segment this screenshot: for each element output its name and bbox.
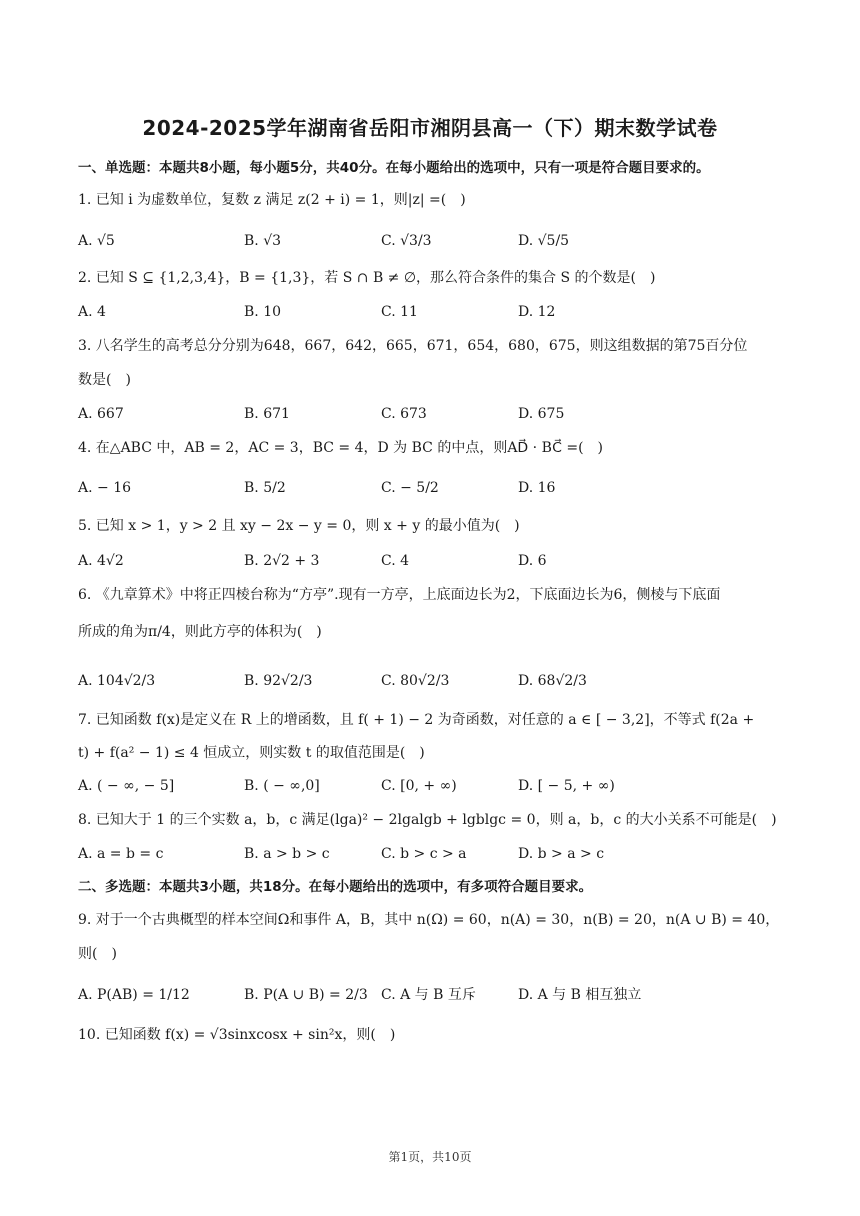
question-9-stem-line-1: 9. 对于一个古典概型的样本空间Ω和事件 A，B，其中 n(Ω) = 60，n(A) = 30，n(B) = 20，n(A ∪ B) = 40， <box>78 912 780 928</box>
question-6-option-a: A. 104√2/3 <box>78 673 156 689</box>
question-4-option-c: C. − 5/2 <box>381 480 439 496</box>
question-3-option-a: A. 667 <box>78 406 124 422</box>
question-9-stem-line-2: 则( ) <box>78 946 117 962</box>
question-8-option-a: A. a = b = c <box>78 846 164 862</box>
question-10-stem: 10. 已知函数 f(x) = √3sinxcosx + sin²x，则( ) <box>78 1027 396 1043</box>
question-5-option-a: A. 4√2 <box>78 553 124 569</box>
question-7-stem-line-1: 7. 已知函数 f(x)是定义在 R 上的增函数，且 f( + 1) − 2 为奇函数，对任意的 a ∈ [ − 3,2]，不等式 f(2a + <box>78 712 755 728</box>
question-3-stem-line-1: 3. 八名学生的高考总分分别为648，667，642，665，671，654，680，675，则这组数据的第75百分位 <box>78 338 748 354</box>
question-1-option-c: C. √3/3 <box>381 233 432 249</box>
question-5-stem: 5. 已知 x > 1，y > 2 且 xy − 2x − y = 0，则 x + y 的最小值为( ) <box>78 518 520 534</box>
question-3-option-b: B. 671 <box>244 406 290 422</box>
question-6-option-c: C. 80√2/3 <box>381 673 450 689</box>
question-3-option-c: C. 673 <box>381 406 427 422</box>
question-4-option-d: D. 16 <box>518 480 556 496</box>
question-3-stem-line-2: 数是( ) <box>78 372 131 388</box>
question-5-option-c: C. 4 <box>381 553 410 569</box>
question-6-option-b: B. 92√2/3 <box>244 673 313 689</box>
question-5-option-d: D. 6 <box>518 553 547 569</box>
question-2-option-b: B. 10 <box>244 304 282 320</box>
exam-title: 2024-2025学年湖南省岳阳市湘阴县高一（下）期末数学试卷 <box>142 116 718 140</box>
question-9-option-d: D. A 与 B 相互独立 <box>518 987 642 1003</box>
question-1-option-b: B. √3 <box>244 233 282 249</box>
question-6-option-d: D. 68√2/3 <box>518 673 587 689</box>
question-7-option-d: D. [ − 5, + ∞) <box>518 778 615 794</box>
question-8-option-c: C. b > c > a <box>381 846 467 862</box>
question-9-option-b: B. P(A ∪ B) = 2/3 <box>244 987 368 1003</box>
question-2-option-d: D. 12 <box>518 304 556 320</box>
page-footer: 第1页，共10页 <box>388 1150 472 1164</box>
question-2-option-c: C. 11 <box>381 304 418 320</box>
question-1-option-a: A. √5 <box>78 233 115 249</box>
question-3-option-d: D. 675 <box>518 406 565 422</box>
question-5-option-b: B. 2√2 + 3 <box>244 553 320 569</box>
question-2-stem: 2. 已知 S ⊆ {1,2,3,4}，B = {1,3}，若 S ∩ B ≠ ∅，那么符合条件的集合 S 的个数是( ) <box>78 270 656 286</box>
question-8-stem: 8. 已知大于 1 的三个实数 a，b，c 满足(lga)² − 2lgalgb + lgblgc = 0，则 a，b，c 的大小关系不可能是( ) <box>78 812 777 828</box>
question-1-option-d: D. √5/5 <box>518 233 570 249</box>
question-9-option-c: C. A 与 B 互斥 <box>381 987 476 1003</box>
question-9-option-a: A. P(AB) = 1/12 <box>78 987 190 1003</box>
question-7-stem-line-2: t) + f(a² − 1) ≤ 4 恒成立，则实数 t 的取值范围是( ) <box>78 745 425 761</box>
question-4-stem: 4. 在△ABC 中，AB = 2，AC = 3，BC = 4，D 为 BC 的中点，则AD⃗ · BC⃗ =( ) <box>78 440 603 456</box>
question-4-option-b: B. 5/2 <box>244 480 286 496</box>
question-7-option-b: B. ( − ∞,0] <box>244 778 320 794</box>
section-heading-multi-choice: 二、多选题：本题共3小题，共18分。在每小题给出的选项中，有多项符合题目要求。 <box>78 879 593 895</box>
question-8-option-d: D. b > a > c <box>518 846 605 862</box>
question-8-option-b: B. a > b > c <box>244 846 330 862</box>
question-6-stem-line-1: 6. 《九章算术》中将正四棱台称为“方亭”.现有一方亭，上底面边长为2，下底面边长为6，侧棱与下底面 <box>78 587 721 603</box>
question-6-stem-line-2: 所成的角为π/4，则此方亭的体积为( ) <box>78 624 322 640</box>
question-7-option-a: A. ( − ∞, − 5] <box>78 778 175 794</box>
question-4-option-a: A. − 16 <box>78 480 132 496</box>
question-7-option-c: C. [0, + ∞) <box>381 778 457 794</box>
question-1-stem: 1. 已知 i 为虚数单位，复数 z 满足 z(2 + i) = 1，则|z| =( ) <box>78 192 466 208</box>
section-heading-single-choice: 一、单选题：本题共8小题，每小题5分，共40分。在每小题给出的选项中，只有一项是符合题目要求的。 <box>78 160 710 176</box>
question-2-option-a: A. 4 <box>78 304 106 320</box>
